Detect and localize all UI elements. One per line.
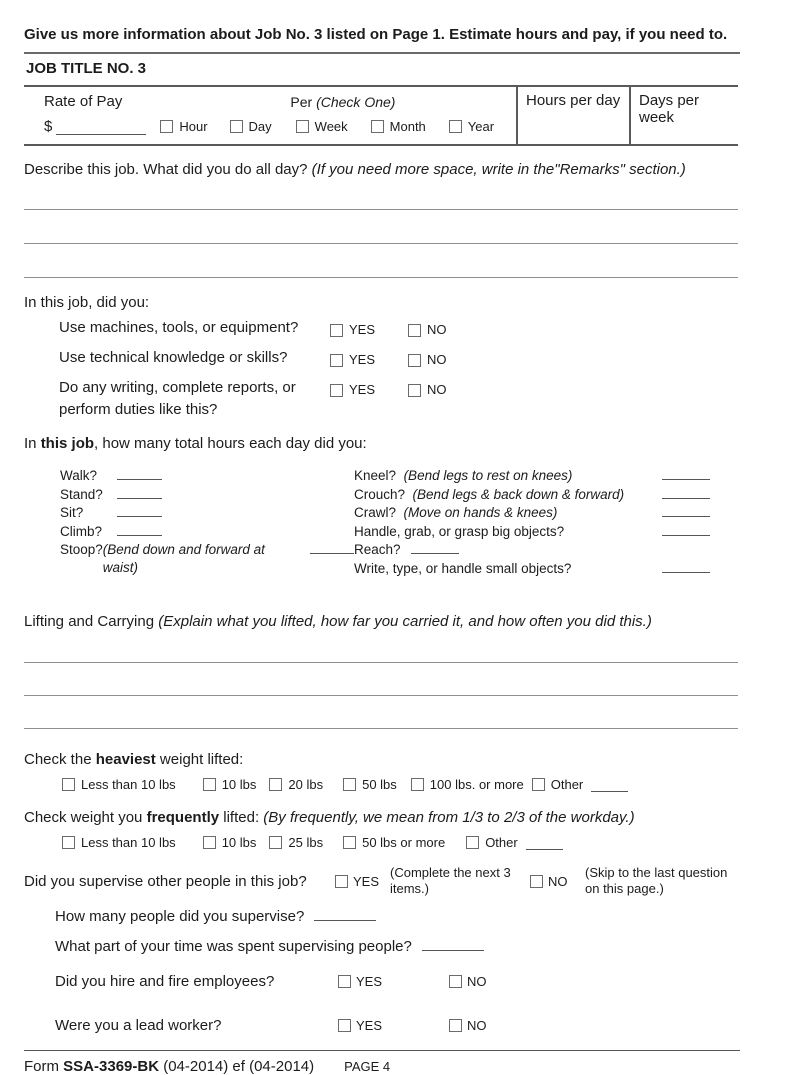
heaviest-weight-options	[24, 777, 740, 792]
climb-row: Climb?	[60, 522, 354, 541]
hours-per-day-label: Hours per day	[526, 92, 621, 109]
supervise-no-note: (Skip to the last question on this page.)	[585, 865, 728, 896]
frequent-10lbs-checkbox[interactable]	[203, 836, 216, 849]
climb-input-line[interactable]	[117, 522, 162, 536]
frequent-less-than-10: Less than 10 lbs	[62, 835, 176, 850]
heaviest-10lbs-checkbox[interactable]	[203, 778, 216, 791]
crawl-row: Crawl? (Move on hands & knees)	[354, 503, 710, 522]
write-type-input-line[interactable]	[662, 559, 710, 573]
frequent-weight-options	[24, 835, 740, 850]
heaviest-20lbs: 20 lbs	[269, 777, 323, 792]
machines-yes-checkbox[interactable]	[330, 324, 343, 337]
supervise-yes-checkbox[interactable]	[335, 875, 348, 888]
supervise-no-checkbox[interactable]	[530, 875, 543, 888]
how-many-supervise-row	[24, 907, 740, 925]
did-you-heading: In this job, did you:	[24, 294, 150, 311]
heaviest-other-input-line[interactable]	[591, 778, 628, 792]
heaviest-less-than-10-checkbox[interactable]	[62, 778, 75, 791]
lifting-input-line-2[interactable]	[24, 663, 738, 696]
reach-input-line[interactable]	[411, 540, 459, 554]
hire-fire-no-checkbox[interactable]	[449, 975, 462, 988]
frequent-weight-heading: Check weight you frequently lifted: (By frequently, we mean from 1/3 to 2/3 of the workday.)	[24, 809, 635, 826]
heaviest-20lbs-checkbox[interactable]	[269, 778, 282, 791]
month-checkbox[interactable]	[371, 120, 384, 133]
rate-of-pay-field	[44, 118, 146, 135]
walk-input-line[interactable]	[117, 466, 162, 480]
supervise-yes-note: (Complete the next 3 items.)	[390, 865, 511, 896]
machines-no-checkbox[interactable]	[408, 324, 421, 337]
heaviest-100lbs-or-more: 100 lbs. or more	[411, 777, 524, 792]
heaviest-100lbs-checkbox[interactable]	[411, 778, 424, 791]
frequent-other: Other	[466, 835, 518, 850]
days-per-week-label: Days per week	[639, 92, 700, 126]
per-option-year: Year	[449, 119, 494, 134]
walk-row: Walk?	[60, 466, 354, 485]
lead-worker-yes-checkbox[interactable]	[338, 1019, 351, 1032]
crouch-row: Crouch? (Bend legs & back down & forward)	[354, 485, 710, 504]
frequent-25lbs-checkbox[interactable]	[269, 836, 282, 849]
handle-row: Handle, grab, or grasp big objects?	[354, 522, 710, 541]
intro-text: Give us more information about Job No. 3 listed on Page 1. Estimate hours and pay, if you need to.	[24, 26, 728, 43]
stand-input-line[interactable]	[117, 485, 162, 499]
lifting-carrying-label: Lifting and Carrying (Explain what you lifted, how far you carried it, and how often you did this.)	[24, 613, 652, 630]
days-per-week-cell[interactable]	[629, 87, 738, 144]
describe-job-label: Describe this job. What did you do all day? (If you need more space, write in the"Remarks" section.)	[24, 161, 686, 178]
hire-fire-question: Did you hire and fire employees?	[55, 973, 275, 990]
frequent-50lbs-checkbox[interactable]	[343, 836, 356, 849]
heaviest-less-than-10: Less than 10 lbs	[62, 777, 176, 792]
lead-worker-no-checkbox[interactable]	[449, 1019, 462, 1032]
crouch-input-line[interactable]	[662, 485, 710, 499]
frequent-50lbs-or-more: 50 lbs or more	[343, 835, 445, 850]
question-writing: Do any writing, complete reports, or perform duties like this?	[59, 379, 296, 418]
question-technical: Use technical knowledge or skills?	[59, 349, 288, 366]
frequent-other-checkbox[interactable]	[466, 836, 479, 849]
per-option-month: Month	[371, 119, 426, 134]
rate-of-pay-input-line[interactable]	[56, 121, 146, 135]
hire-fire-row: Did you hire and fire employees? YES NO	[55, 973, 487, 990]
kneel-input-line[interactable]	[662, 466, 710, 480]
year-checkbox[interactable]	[449, 120, 462, 133]
hours-per-day-cell[interactable]	[516, 87, 629, 144]
supervise-yes: YES	[335, 874, 390, 889]
lead-worker-row: Were you a lead worker? YES NO	[55, 1017, 487, 1034]
per-check-one-label: Per (Check One)	[290, 94, 396, 110]
sit-row: Sit?	[60, 503, 354, 522]
hire-fire-yes-checkbox[interactable]	[338, 975, 351, 988]
supervise-no: NO	[522, 874, 585, 889]
handle-input-line[interactable]	[662, 522, 710, 536]
sit-input-line[interactable]	[117, 503, 162, 517]
per-option-week: Week	[296, 119, 348, 134]
supervise-question: Did you supervise other people in this job?	[24, 872, 307, 890]
kneel-row: Kneel? (Bend legs to rest on knees)	[354, 466, 710, 485]
form-number: Form SSA-3369-BK (04-2014) ef (04-2014)	[24, 1058, 315, 1075]
stand-row: Stand?	[60, 485, 354, 504]
frequent-25lbs: 25 lbs	[269, 835, 323, 850]
question-row-technical: Use technical knowledge or skills? YES NO	[59, 349, 447, 367]
how-many-supervise-input-line[interactable]	[314, 907, 376, 921]
how-many-supervise-label: How many people did you supervise?	[55, 908, 305, 925]
stoop-input-line[interactable]	[310, 540, 354, 554]
describe-input-line-2[interactable]	[24, 210, 738, 244]
time-supervising-label: What part of your time was spent supervising people?	[55, 938, 412, 955]
hours-left-column	[24, 466, 354, 577]
reach-row: Reach?	[354, 540, 710, 559]
question-row-writing: Do any writing, complete reports, or perform duties like this? YES NO	[24, 377, 740, 421]
stoop-row: Stoop? (Bend down and forward at waist)	[60, 540, 354, 576]
describe-input-line-3[interactable]	[24, 244, 738, 278]
per-option-hour: Hour	[160, 119, 207, 134]
page-number: PAGE 4	[344, 1059, 391, 1074]
writing-no-checkbox[interactable]	[408, 384, 421, 397]
heaviest-50lbs: 50 lbs	[343, 777, 397, 792]
week-checkbox[interactable]	[296, 120, 309, 133]
hours-right-column	[354, 466, 740, 577]
frequent-less-than-10-checkbox[interactable]	[62, 836, 75, 849]
time-supervising-row	[24, 937, 740, 955]
hours-columns	[24, 466, 740, 577]
per-option-day: Day	[230, 119, 272, 134]
job-title-heading: JOB TITLE NO. 3	[26, 60, 147, 77]
rate-of-pay-column	[24, 87, 516, 144]
writing-yes-checkbox[interactable]	[330, 384, 343, 397]
heaviest-other: Other	[532, 777, 584, 792]
lead-worker-question: Were you a lead worker?	[55, 1017, 222, 1034]
question-machines: Use machines, tools, or equipment?	[59, 319, 299, 336]
question-row-machines: Use machines, tools, or equipment? YES NO	[59, 319, 447, 337]
technical-yes-checkbox[interactable]	[330, 354, 343, 367]
frequent-10lbs: 10 lbs	[203, 835, 257, 850]
rate-of-pay-label: Rate of Pay	[44, 93, 123, 110]
time-supervising-input-line[interactable]	[422, 937, 484, 951]
dollar-sign: $	[44, 118, 53, 135]
describe-input-line-1[interactable]	[24, 178, 738, 210]
heaviest-other-checkbox[interactable]	[532, 778, 545, 791]
page-footer	[24, 1050, 740, 1075]
lifting-input-line-3[interactable]	[24, 696, 738, 729]
divider	[24, 52, 740, 54]
supervise-question-row	[24, 865, 740, 897]
write-type-row: Write, type, or handle small objects?	[354, 559, 710, 578]
rate-of-pay-table	[24, 85, 738, 146]
technical-no-checkbox[interactable]	[408, 354, 421, 367]
heaviest-weight-heading: Check the heaviest weight lifted:	[24, 751, 244, 768]
day-checkbox[interactable]	[230, 120, 243, 133]
heaviest-10lbs: 10 lbs	[203, 777, 257, 792]
lifting-input-line-1[interactable]	[24, 630, 738, 663]
heaviest-50lbs-checkbox[interactable]	[343, 778, 356, 791]
hour-checkbox[interactable]	[160, 120, 173, 133]
frequent-other-input-line[interactable]	[526, 836, 563, 850]
crawl-input-line[interactable]	[662, 503, 710, 517]
hours-each-day-heading: In this job, how many total hours each day did you:	[24, 435, 367, 452]
